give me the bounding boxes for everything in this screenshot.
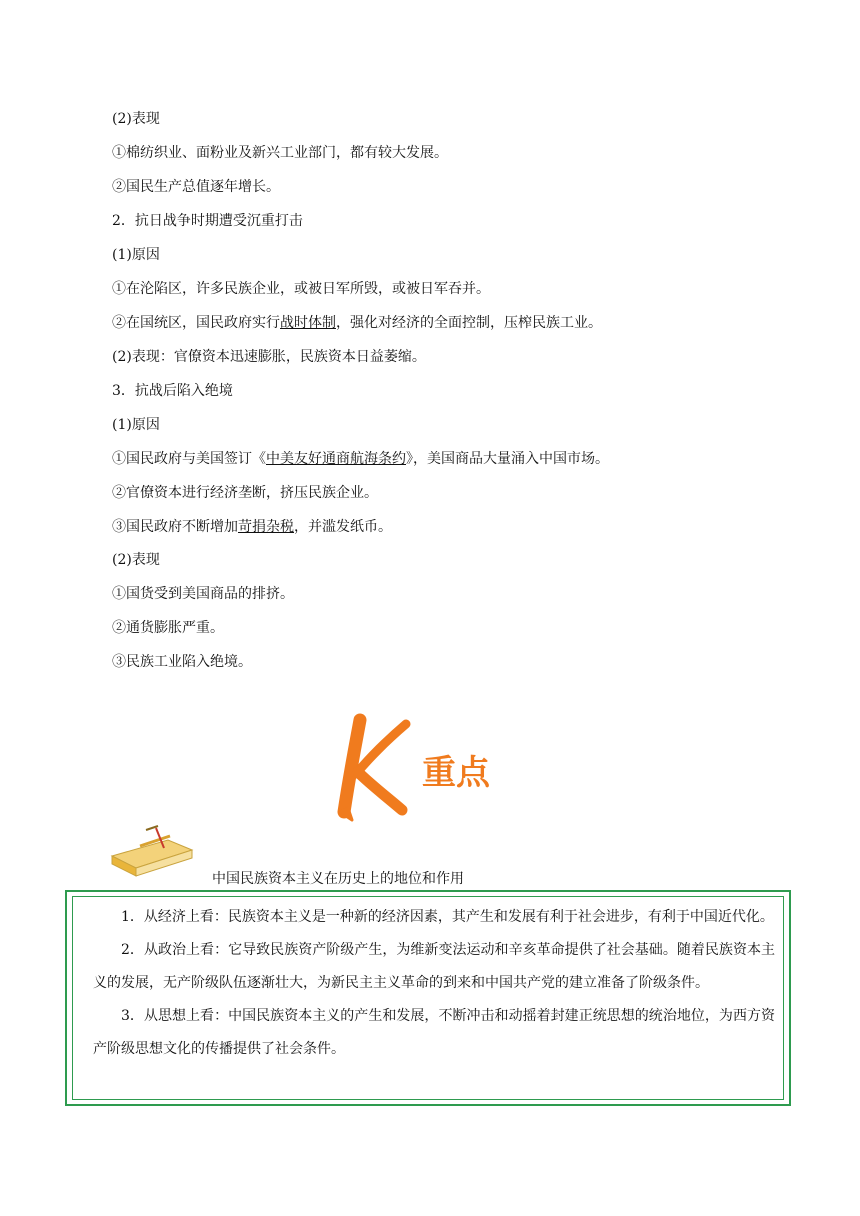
line-desperate: ③民族工业陷入绝境。: [112, 654, 252, 670]
key-point-economic: 1．从经济上看：民族资本主义是一种新的经济因素，其产生和发展有利于社会进步，有利于中国近代化。: [121, 909, 774, 925]
key-section-caption: 中国民族资本主义在历史上的地位和作用: [212, 871, 464, 887]
line-treaty: [112, 449, 609, 469]
key-points-inner-box: [72, 896, 784, 1100]
line-performance-heading-2: (2)表现: [112, 552, 160, 568]
treaty-name-term: 中美友好通商航海条约: [266, 451, 406, 467]
line-cause-heading-1: (1)原因: [112, 247, 160, 263]
key-point-ideological: 3．从思想上看：中国民族资本主义的产生和发展，不断冲击和动摇着封建正统思想的统治地位，为西方资产阶级思想文化的传播提供了社会条件。: [93, 1008, 775, 1057]
logo-text: 重点: [422, 753, 490, 793]
line-occupied-area: ①在沦陷区，许多民族企业，或被日军所毁，或被日军吞并。: [112, 281, 490, 297]
line-kmt-area-post: ，强化对经济的全面控制，压榨民族工业。: [336, 315, 602, 331]
line-kmt-area-pre: ②在国统区，国民政府实行: [112, 315, 280, 331]
line-war-heading: 2．抗日战争时期遭受沉重打击: [112, 213, 303, 229]
line-cotton-industry: ①棉纺织业、面粉业及新兴工业部门，都有较大发展。: [112, 145, 448, 161]
line-inflation: ②通货膨胀严重。: [112, 620, 224, 636]
line-gnp-growth: ②国民生产总值逐年增长。: [112, 179, 280, 195]
line-taxes-pre: ③国民政府不断增加: [112, 519, 238, 535]
line-taxes: [112, 517, 392, 537]
line-monopoly: ②官僚资本进行经济垄断，挤压民族企业。: [112, 485, 378, 501]
line-taxes-post: ，并滥发纸币。: [294, 519, 392, 535]
key-points-box: [65, 890, 791, 1106]
heavy-taxes-term: 苛捐杂税: [238, 519, 294, 535]
line-treaty-post: 》，美国商品大量涌入中国市场。: [406, 451, 609, 467]
key-point-political: 2．从政治上看：它导致民族资产阶级产生，为维新变法运动和辛亥革命提供了社会基础。随着民族资本主义的发展，无产阶级队伍逐渐壮大，为新民主主义革命的到来和中国共产党的建立准备了阶级条件。: [93, 942, 775, 991]
line-kmt-area: [112, 313, 602, 333]
wartime-system-term: 战时体制: [280, 315, 336, 331]
book-icon: [106, 822, 198, 882]
line-postwar-heading: 3．抗战后陷入绝境: [112, 383, 233, 399]
line-bureaucratic-capital: (2)表现：官僚资本迅速膨胀，民族资本日益萎缩。: [112, 349, 426, 365]
key-points-logo: [330, 712, 520, 822]
line-cause-heading-2: (1)原因: [112, 417, 160, 433]
line-national-goods: ①国货受到美国商品的排挤。: [112, 586, 294, 602]
line-performance-heading: (2)表现: [112, 111, 160, 127]
line-treaty-pre: ①国民政府与美国签订《: [112, 451, 266, 467]
